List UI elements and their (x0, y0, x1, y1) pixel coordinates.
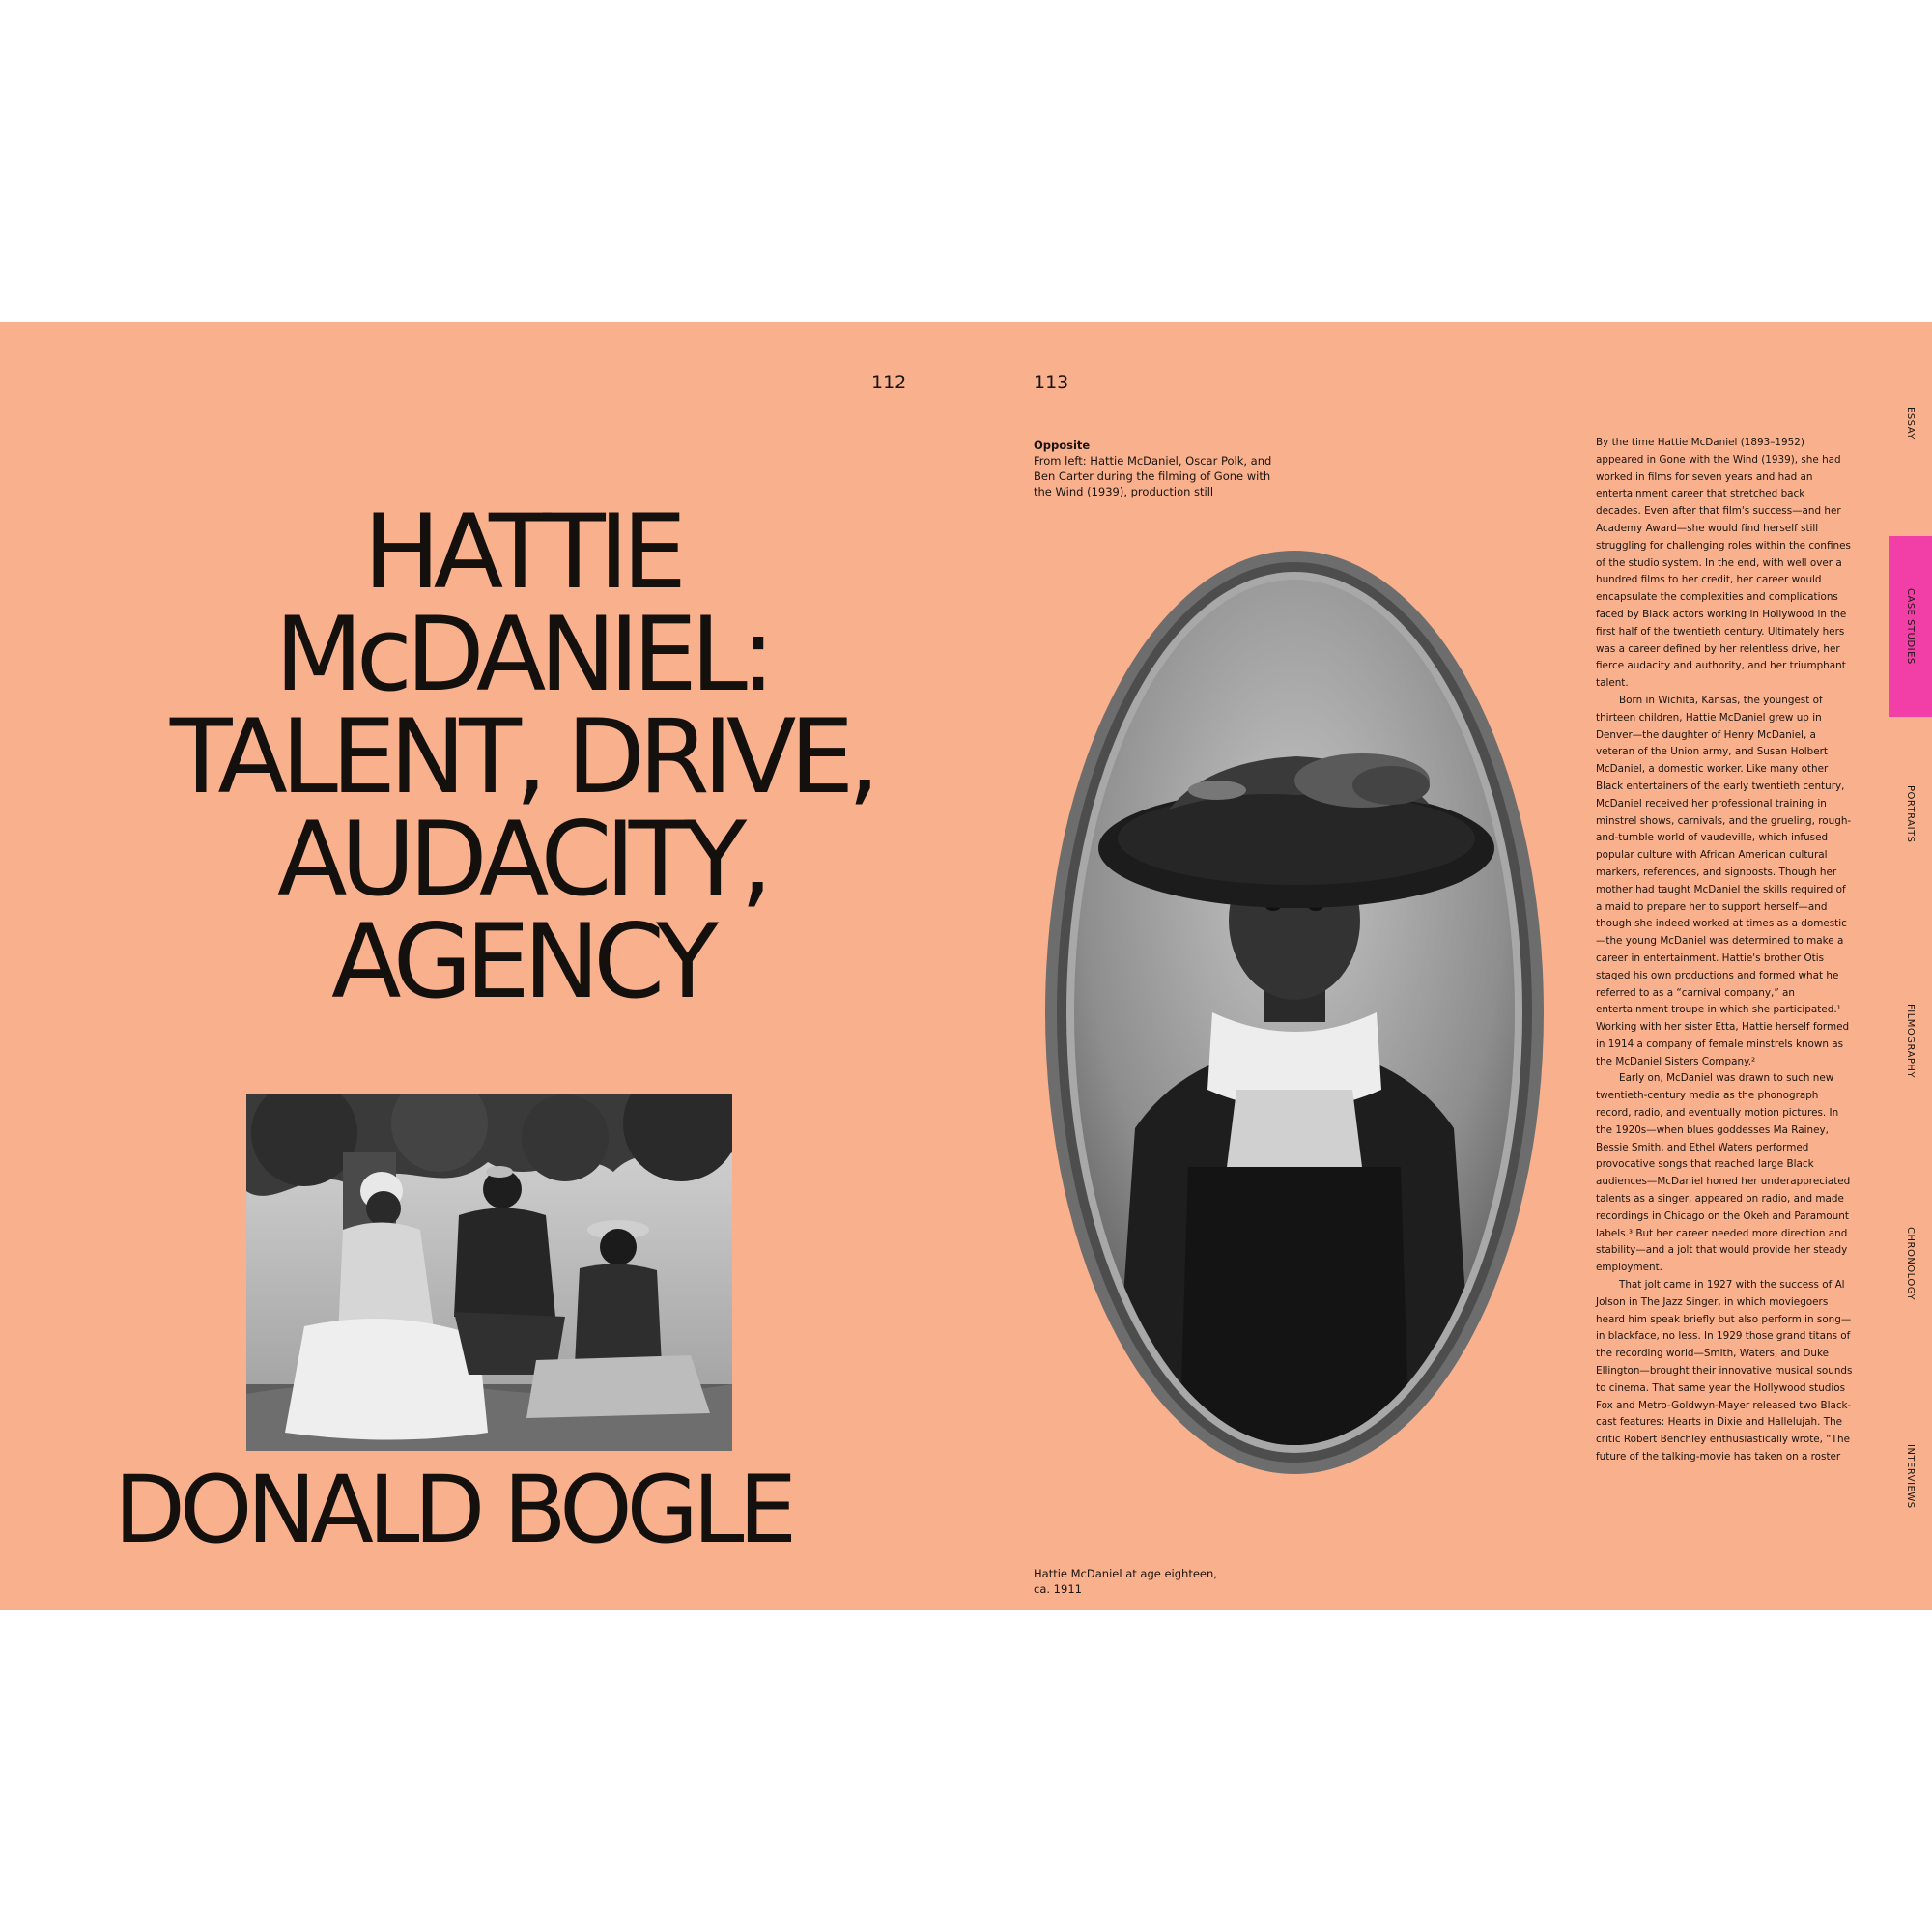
tab-label: CHRONOLOGY (1905, 1226, 1916, 1301)
caption-text: From left: Hattie McDaniel, Oscar Polk, and Ben Carter during the filming of Gone with the Wind (1939), production still (1034, 454, 1272, 498)
caption-heading: Opposite (1034, 439, 1091, 452)
tab-label: PORTRAITS (1905, 785, 1916, 843)
page-number-right: 113 (1034, 372, 1069, 393)
tab-essay[interactable] (1889, 380, 1932, 467)
body-paragraph: By the time Hattie McDaniel (1893–1952) appeared in Gone with the Wind (1939), she had worked in films for seven years and had an entertainment career that stretched back decades. Even after that film's success—and her Academy Award—she would find herself still struggling for challenging roles within the confines of the studio system. In the end, with well over a hundred films to her credit, her career would encapsulate the complexities and complications faced by Black actors working in Hollywood in the first half of the twentieth century. Ultimately hers was a career defined by her relentless drive, her fierce audacity and authority, and her triumphant talent. (1596, 437, 1851, 690)
tab-label: INTERVIEWS (1905, 1443, 1916, 1509)
title-line: TALENT, DRIVE, (169, 697, 874, 817)
caption-portrait: Hattie McDaniel at age eighteen, ca. 1911 (1034, 1567, 1217, 1596)
author-name: DONALD BOGLE (114, 1456, 792, 1564)
page-number-left: 112 (871, 372, 907, 393)
body-paragraph: That jolt came in 1927 with the success of Al Jolson in The Jazz Singer, in which moviegoers heard him speak briefly but also perform in song—in blackface, no less. In 1929 those grand titans of the recording world—Smith, Waters, and Duke Ellington—brought their innovative musical sounds to cinema. That same year the Hollywood studios Fox and Metro-Goldwyn-Mayer released two Black-cast features: Hearts in Dixie and Hallelujah. The critic Robert Benchley enthusiastically wrote, “The future of the talking-movie has taken on a roster (1596, 1279, 1853, 1463)
tab-filmography[interactable] (1889, 979, 1932, 1104)
body-paragraph: Early on, McDaniel was drawn to such new twentieth-century media as the phonograph record, radio, and eventually motion pictures. In the 1920s—when blues goddesses Ma Rainey, Bessie Smith, and Ethel Waters performed provocative songs that reached large Black audiences—McDaniel honed her underappreciated talents as a singer, appeared on radio, and made recordings in Chicago on the Okeh and Paramount labels.³ But her career needed more direction and stability—and a jolt that would provide her steady employment. (1596, 1072, 1851, 1274)
tab-label: CASE STUDIES (1905, 588, 1916, 665)
book-spread (0, 322, 1932, 1610)
essay-title (135, 493, 908, 1022)
caption-opposite (1034, 438, 1285, 499)
oval-portrait-photo (1043, 549, 1546, 1476)
tab-label: FILMOGRAPHY (1905, 1004, 1916, 1079)
tab-case-studies[interactable] (1889, 536, 1932, 717)
production-still-photo (246, 1094, 732, 1451)
section-tabs (1889, 322, 1932, 1610)
title-line: AUDACITY, (277, 800, 766, 920)
title-line: AGENCY (331, 902, 712, 1022)
tab-portraits[interactable] (1889, 766, 1932, 863)
essay-body (1596, 435, 1853, 1466)
title-line: HATTIE (363, 493, 680, 612)
tab-chronology[interactable] (1889, 1206, 1932, 1321)
tab-label: ESSAY (1905, 407, 1916, 440)
body-paragraph: Born in Wichita, Kansas, the youngest of thirteen children, Hattie McDaniel grew up in Denver—the daughter of Henry McDaniel, a veteran of the Union army, and Susan Holbert McDaniel, a domestic worker. Like many other Black entertainers of the early twentieth century, McDaniel received her professional training in minstrel shows, carnivals, and the grueling, rough-and-tumble world of vaudeville, which infused popular culture with African American cultural markers, references, and signposts. Though her mother had taught McDaniel the skills required of a maid to prepare her to support herself—and though she indeed worked at times as a domestic—the young McDaniel was determined to make a career in entertainment. Hattie's brother Otis staged his own productions and formed what he referred to as a “carnival company,” an entertainment troupe in which she participated.¹ Working with her sister Etta, Hattie herself formed in 1914 a company of female minstrels known as the McDaniel Sisters Company.² (1596, 694, 1852, 1067)
tab-interviews[interactable] (1889, 1423, 1932, 1529)
title-line: McDANIEL: (274, 595, 769, 715)
